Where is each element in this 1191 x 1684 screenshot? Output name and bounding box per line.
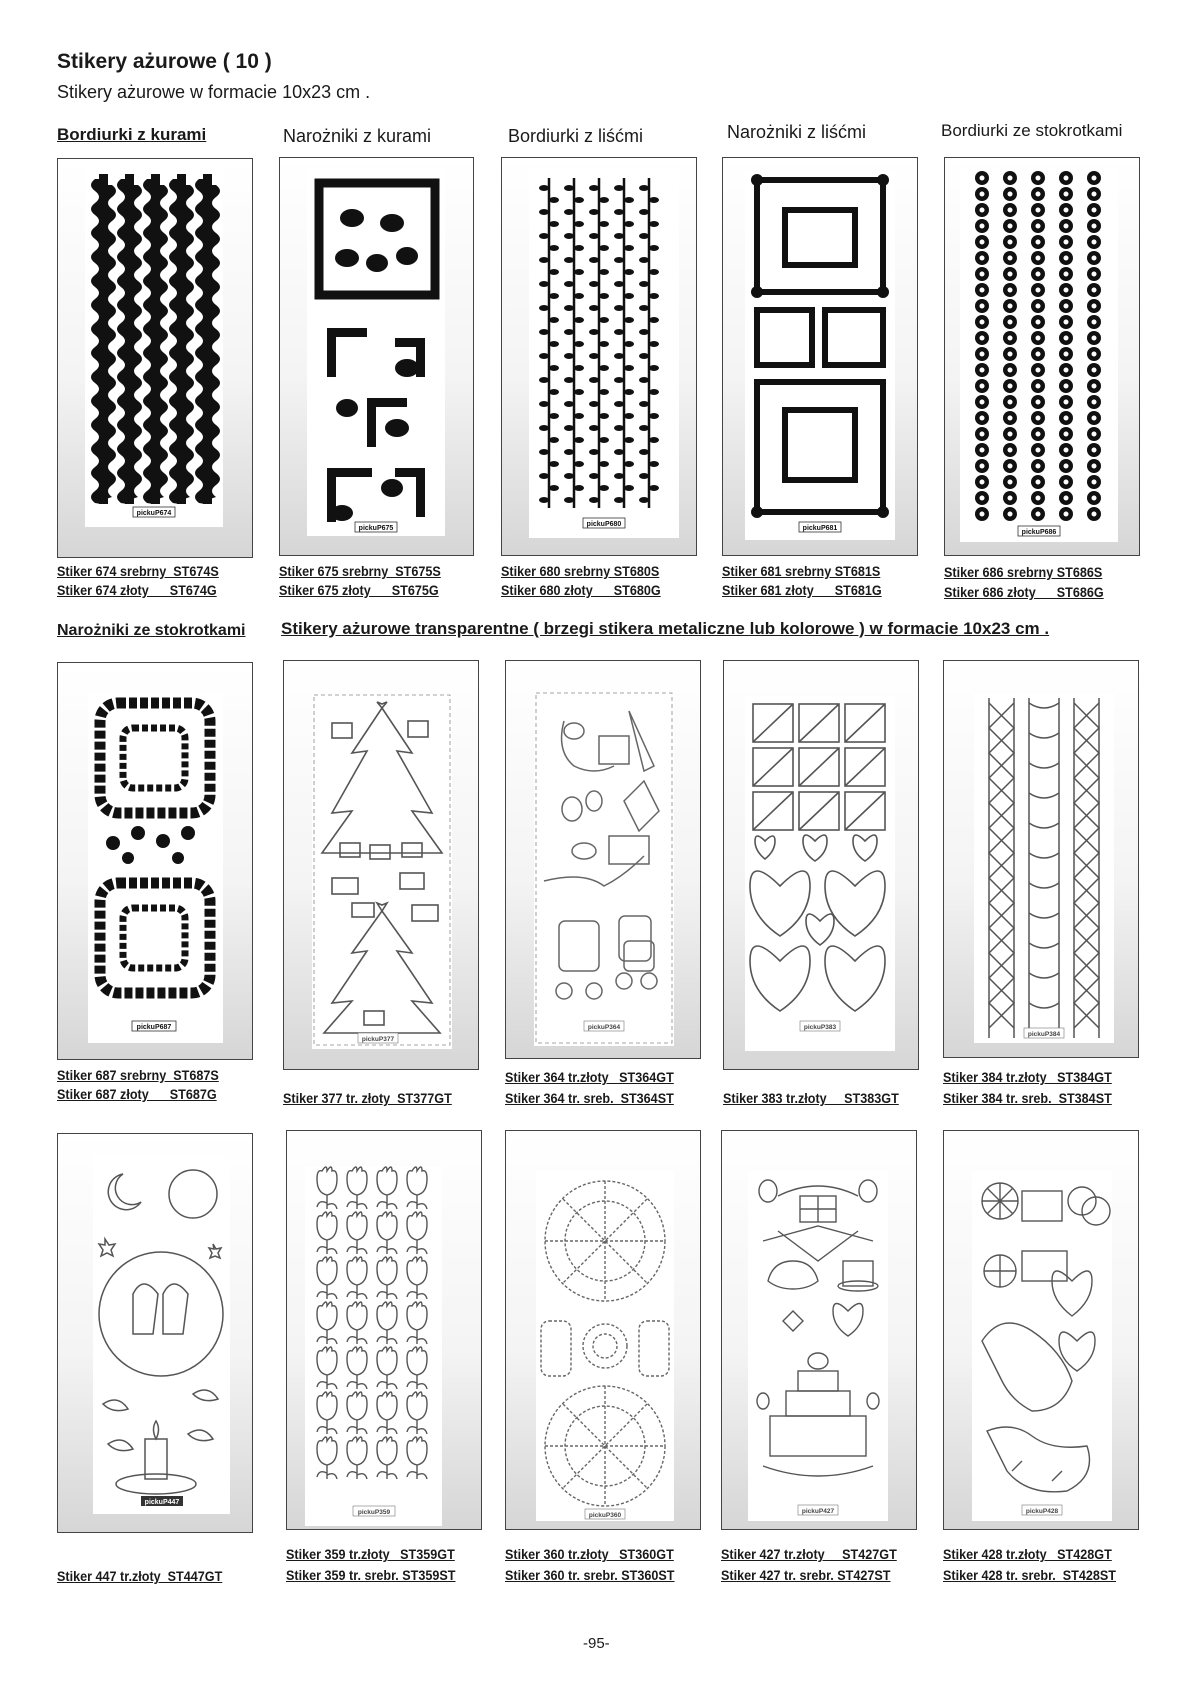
- caption-686-gold: Stiker 686 złoty ST686G: [944, 584, 1104, 600]
- product-card-428: [943, 1130, 1139, 1530]
- sticker-sheet-675: [307, 168, 445, 536]
- sheet-label-687: pickuP687: [136, 1024, 172, 1031]
- caption-674-gold: Stiker 674 złoty ST674G: [57, 582, 217, 598]
- caption-384-silver: Stiker 384 tr. sreb. ST384ST: [943, 1090, 1112, 1106]
- sheet-label-428: pickuP428: [1025, 1508, 1059, 1515]
- sticker-sheet-428: [972, 1171, 1112, 1521]
- caption-364-silver: Stiker 364 tr. sreb. ST364ST: [505, 1090, 674, 1106]
- caption-364-gold: Stiker 364 tr.złoty ST364GT: [505, 1069, 674, 1085]
- caption-427-silver: Stiker 427 tr. srebr. ST427ST: [721, 1567, 891, 1583]
- sticker-sheet-377: [312, 693, 452, 1049]
- caption-383-gold: Stiker 383 tr.złoty ST383GT: [723, 1090, 899, 1106]
- product-card-364: [505, 660, 701, 1059]
- heading-narozniki-z-lisciami: Narożniki z liśćmi: [727, 122, 867, 142]
- product-card-687: [57, 662, 253, 1060]
- sheet-label-675: pickuP675: [358, 525, 394, 532]
- heading-transparent-stickers: Stikery ażurowe transparentne ( brzegi stikera metaliczne lub kolorowe ) w formacie 10x23 cm .: [281, 619, 1050, 638]
- heading-narozniki-z-kurami: Narożniki z kurami: [283, 126, 432, 146]
- caption-384-gold: Stiker 384 tr.złoty ST384GT: [943, 1069, 1112, 1085]
- caption-428-silver: Stiker 428 tr. srebr. ST428ST: [943, 1567, 1117, 1583]
- caption-359-silver: Stiker 359 tr. srebr. ST359ST: [286, 1567, 456, 1583]
- caption-360-silver: Stiker 360 tr. srebr. ST360ST: [505, 1567, 675, 1583]
- sticker-sheet-364: [534, 691, 674, 1046]
- page-number: -95-: [583, 1635, 610, 1652]
- page-subtitle: Stikery ażurowe w formacie 10x23 cm .: [57, 82, 371, 102]
- sheet-label-680: pickuP680: [586, 521, 622, 528]
- product-card-674: [57, 158, 253, 558]
- sticker-sheet-360: [536, 1171, 674, 1521]
- product-card-686: [944, 157, 1140, 556]
- sheet-label-427: pickuP427: [801, 1508, 835, 1515]
- caption-360-gold: Stiker 360 tr.złoty ST360GT: [505, 1546, 674, 1562]
- product-card-681: [722, 157, 918, 556]
- sticker-sheet-687: [88, 693, 223, 1043]
- product-card-447: [57, 1133, 253, 1533]
- product-card-675: [279, 157, 474, 556]
- caption-681-silver: Stiker 681 srebrny ST681S: [722, 563, 881, 579]
- sheet-label-383: pickuP383: [803, 1024, 837, 1031]
- caption-377-gold: Stiker 377 tr. złoty ST377GT: [283, 1090, 452, 1106]
- sheet-label-377: pickuP377: [361, 1036, 395, 1043]
- caption-428-gold: Stiker 428 tr.złoty ST428GT: [943, 1546, 1112, 1562]
- caption-687-gold: Stiker 687 złoty ST687G: [57, 1086, 217, 1102]
- sheet-label-384: pickuP384: [1027, 1031, 1061, 1038]
- sheet-label-359: pickuP359: [357, 1509, 391, 1516]
- product-card-359: [286, 1130, 482, 1530]
- sticker-sheet-427: [748, 1171, 888, 1521]
- caption-687-silver: Stiker 687 srebrny ST687S: [57, 1067, 219, 1083]
- sheet-label-360: pickuP360: [588, 1512, 622, 1519]
- caption-674-silver: Stiker 674 srebrny ST674S: [57, 563, 219, 579]
- product-card-384: [943, 660, 1139, 1058]
- sticker-sheet-681: [745, 170, 895, 540]
- heading-bordiurki-z-kurami: Bordiurki z kurami: [57, 125, 207, 144]
- caption-427-gold: Stiker 427 tr.złoty ST427GT: [721, 1546, 897, 1562]
- caption-680-gold: Stiker 680 złoty ST680G: [501, 582, 661, 598]
- sticker-sheet-674: [85, 169, 223, 527]
- sheet-label-674: pickuP674: [136, 510, 172, 517]
- heading-bordiurki-z-lisciami: Bordiurki z liśćmi: [508, 126, 644, 146]
- product-card-680: [501, 157, 697, 556]
- product-card-383: [723, 660, 919, 1070]
- caption-680-silver: Stiker 680 srebrny ST680S: [501, 563, 660, 579]
- product-card-360: [505, 1130, 701, 1530]
- caption-686-silver: Stiker 686 srebrny ST686S: [944, 564, 1103, 580]
- sheet-label-447: pickuP447: [144, 1499, 180, 1506]
- caption-675-gold: Stiker 675 złoty ST675G: [279, 582, 439, 598]
- product-card-377: [283, 660, 479, 1070]
- caption-447-gold: Stiker 447 tr.złoty ST447GT: [57, 1568, 223, 1584]
- sticker-sheet-680: [529, 168, 679, 538]
- sticker-sheet-383: [745, 696, 895, 1051]
- sheet-label-364: pickuP364: [587, 1024, 621, 1031]
- caption-681-gold: Stiker 681 złoty ST681G: [722, 582, 882, 598]
- caption-675-silver: Stiker 675 srebrny ST675S: [279, 563, 441, 579]
- caption-359-gold: Stiker 359 tr.złoty ST359GT: [286, 1546, 455, 1562]
- sticker-sheet-447: [93, 1154, 230, 1514]
- page-title: Stikery ażurowe ( 10 ): [57, 50, 272, 73]
- sticker-sheet-359: [305, 1166, 442, 1526]
- heading-narozniki-ze-stokrotkami: Narożniki ze stokrotkami: [57, 622, 246, 639]
- product-card-427: [721, 1130, 917, 1530]
- sticker-sheet-686: [960, 168, 1118, 542]
- sticker-sheet-384: [974, 693, 1114, 1043]
- sheet-label-686: pickuP686: [1021, 529, 1057, 536]
- heading-bordiurki-ze-stokrotkami: Bordiurki ze stokrotkami: [941, 121, 1123, 140]
- sheet-label-681: pickuP681: [802, 525, 838, 532]
